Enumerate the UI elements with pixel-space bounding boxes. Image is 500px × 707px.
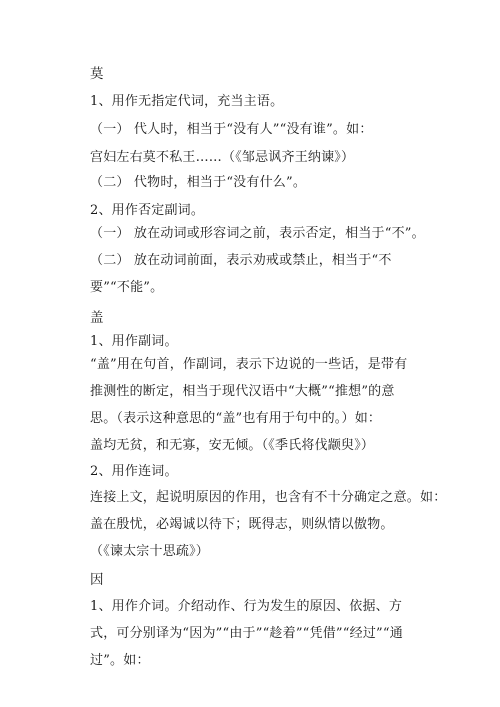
mo-item-2: 2、用作否定副词。: [90, 203, 205, 218]
mo-item-1-1: （一） 代人时，相当于“没有人”“没有谁”。如：: [90, 122, 373, 137]
heading-gai: 盖: [90, 310, 104, 326]
mo-item-1-2: （二） 代物时，相当于“没有什么”。: [90, 175, 307, 190]
gai-example-1: 盖均无贫，和无寡，安无倾。（《季氏将伐颛臾》）: [90, 438, 375, 453]
gai-connector-explanation: 连接上文，起说明原因的作用，也含有不十分确定之意。如：: [90, 490, 447, 505]
mo-example-1: 宫妇左右莫不私王……（《邹忌讽齐王纳谏》）: [90, 150, 355, 165]
heading-yin: 因: [90, 572, 104, 588]
mo-item-2-2: （二） 放在动词前面，表示劝戒或禁止，相当于“不要”“不能”。: [90, 253, 392, 295]
heading-mo: 莫: [90, 66, 104, 82]
gai-example-2: 盖在殷忧，必竭诚以待下；既得志，则纵情以傲物。（《谏太宗十思疏》）: [90, 517, 394, 559]
mo-item-1: 1、用作无指定代词，充当主语。: [90, 94, 284, 109]
gai-item-1: 1、用作副词。: [90, 334, 178, 349]
mo-item-2-1: （一） 放在动词或形容词之前，表示否定，相当于“不”。: [90, 226, 425, 241]
yin-item-1: 1、用作介词。介绍动作、行为发生的原因、依据、方式，可分别译为“因为”“由于”“趁着”“凭借”“经过”“通过”。如：: [90, 599, 403, 668]
gai-explanation: “盖”用在句首，作副词，表示下边说的一些话，是带有推测性的断定，相当于现代汉语中“大概”“推想”的意思。（表示这种意思的“盖”也有用于句中的。）如：: [90, 357, 408, 426]
gai-item-2: 2、用作连词。: [90, 464, 178, 479]
